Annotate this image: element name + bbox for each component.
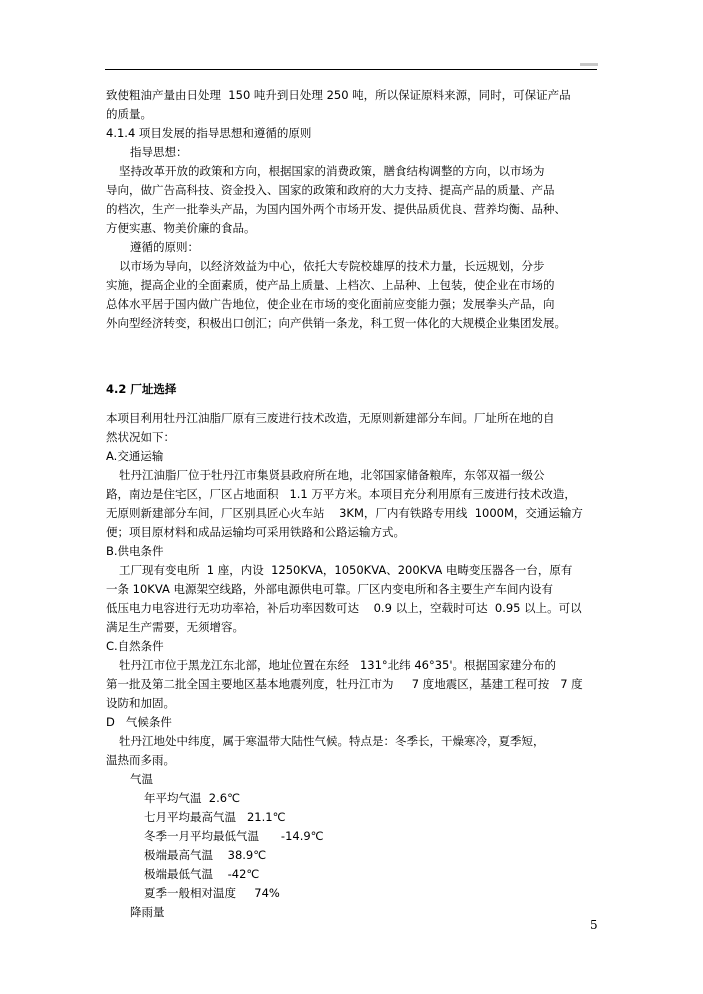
text-line: 实施，提高企业的全面素质，使产品上质量、上档次、上品种、上包装，使企业在市场的 (106, 278, 555, 292)
subheading: A.交通运输 (106, 449, 164, 463)
text-line: 的档次，生产一批拳头产品，为国内国外两个市场开发、提供品质优良、营养均衡、品种、 (106, 202, 566, 216)
section-heading: 4.2 厂址选择 (106, 382, 177, 396)
text-line: 总体水平居于国内做广告地位，使企业在市场的变化面前应变能力强；发展拳头产品，向 (106, 297, 555, 311)
text-line: 牡丹江油脂厂位于牡丹江市集贤县政府所在地，北邻国家储备粮库，东邻双福一级公 (119, 468, 545, 482)
section-heading: 4.1.4 项目发展的指导思想和遵循的原则 (106, 126, 312, 140)
climate-item: 夏季一般相对温度 74% (144, 886, 280, 900)
subheading: D 气候条件 (106, 715, 172, 729)
header-mark (580, 63, 598, 66)
text-line: 牡丹江地处中纬度，属于寒温带大陆性气候。特点是：冬季长，干燥寒冷，夏季短， (119, 734, 545, 748)
text-line: 以市场为导向，以经济效益为中心，依托大专院校雄厚的技术力量，长远规划，分步 (119, 259, 545, 273)
text-line: 致使粗油产量由日处理 150 吨升到日处理 250 吨，所以保证原料来源，同时，可保证产品 (106, 88, 571, 102)
page-number: 5 (590, 918, 598, 932)
text-line: 设防和加固。 (106, 696, 175, 710)
text-line: 牡丹江市位于黑龙江东北部，地址位置在东经 131°北纬 46°35'。根据国家建分布的 (119, 658, 556, 672)
text-line: 坚持改革开放的政策和方向，根据国家的消费政策，膳食结构调整的方向，以市场为 (119, 164, 545, 178)
text-line: 工厂现有变电所 1 座，内设 1250KVA，1050KVA、200KVA 电畴变压器各一台，原有 (119, 563, 573, 577)
text-line: 无原则新建部分车间，厂区别具匠心火车站 3KM，厂内有铁路专用线 1000M，交通运输方 (106, 506, 583, 520)
text-line: 一条 10KVA 电源架空线路，外部电源供电可靠。厂区内变电所和各主要生产车间内设有 (106, 582, 553, 596)
text-line: 然状况如下： (106, 430, 175, 444)
climate-item: 年平均气温 2.6℃ (144, 791, 241, 805)
text-line: 本项目利用牡丹江油脂厂原有三废进行技术改造，无原则新建部分车间。厂址所在地的自 (106, 411, 555, 425)
text-line: 第一批及第二批全国主要地区基本地震列度，牡丹江市为 7 度地震区，基建工程可按 7 度 (106, 677, 583, 691)
text-line: 路，南边是住宅区，厂区占地面积 1.1 万平方米。本项目充分利用原有三废进行技术改造， (106, 487, 576, 501)
subheading: C.自然条件 (106, 639, 164, 653)
text-line: 的质量。 (106, 107, 152, 121)
text-line: 低压电力电容进行无功功率袷，补后功率因数可达 0.9 以上，空载时可达 0.95 以上。可以 (106, 601, 582, 615)
subheading: 指导思想： (130, 145, 188, 159)
climate-item: 极端最低气温 -42℃ (144, 867, 260, 881)
header-rule (105, 69, 597, 70)
subheading: 气温 (130, 772, 153, 786)
text-line: 便；项目原材料和成品运输均可采用铁路和公路运输方式。 (106, 525, 405, 539)
subheading: 遵循的原则： (130, 240, 199, 254)
climate-item: 冬季一月平均最低气温 -14.9℃ (144, 829, 324, 843)
subheading: B.供电条件 (106, 544, 164, 558)
text-line: 导向，做广告高科技、资金投入、国家的政策和政府的大力支持、提高产品的质量、产品 (106, 183, 555, 197)
subheading: 降雨量 (130, 905, 165, 919)
text-line: 温热而多雨。 (106, 753, 175, 767)
climate-item: 七月平均最高气温 21.1℃ (144, 810, 286, 824)
text-line: 方便实惠、物美价廉的食品。 (106, 221, 256, 235)
text-line: 满足生产需要，无须增容。 (106, 620, 244, 634)
climate-item: 极端最高气温 38.9℃ (144, 848, 267, 862)
text-line: 外向型经济转变，积极出口创汇；向产供销一条龙，科工贸一体化的大规模企业集团发展。 (106, 316, 566, 330)
